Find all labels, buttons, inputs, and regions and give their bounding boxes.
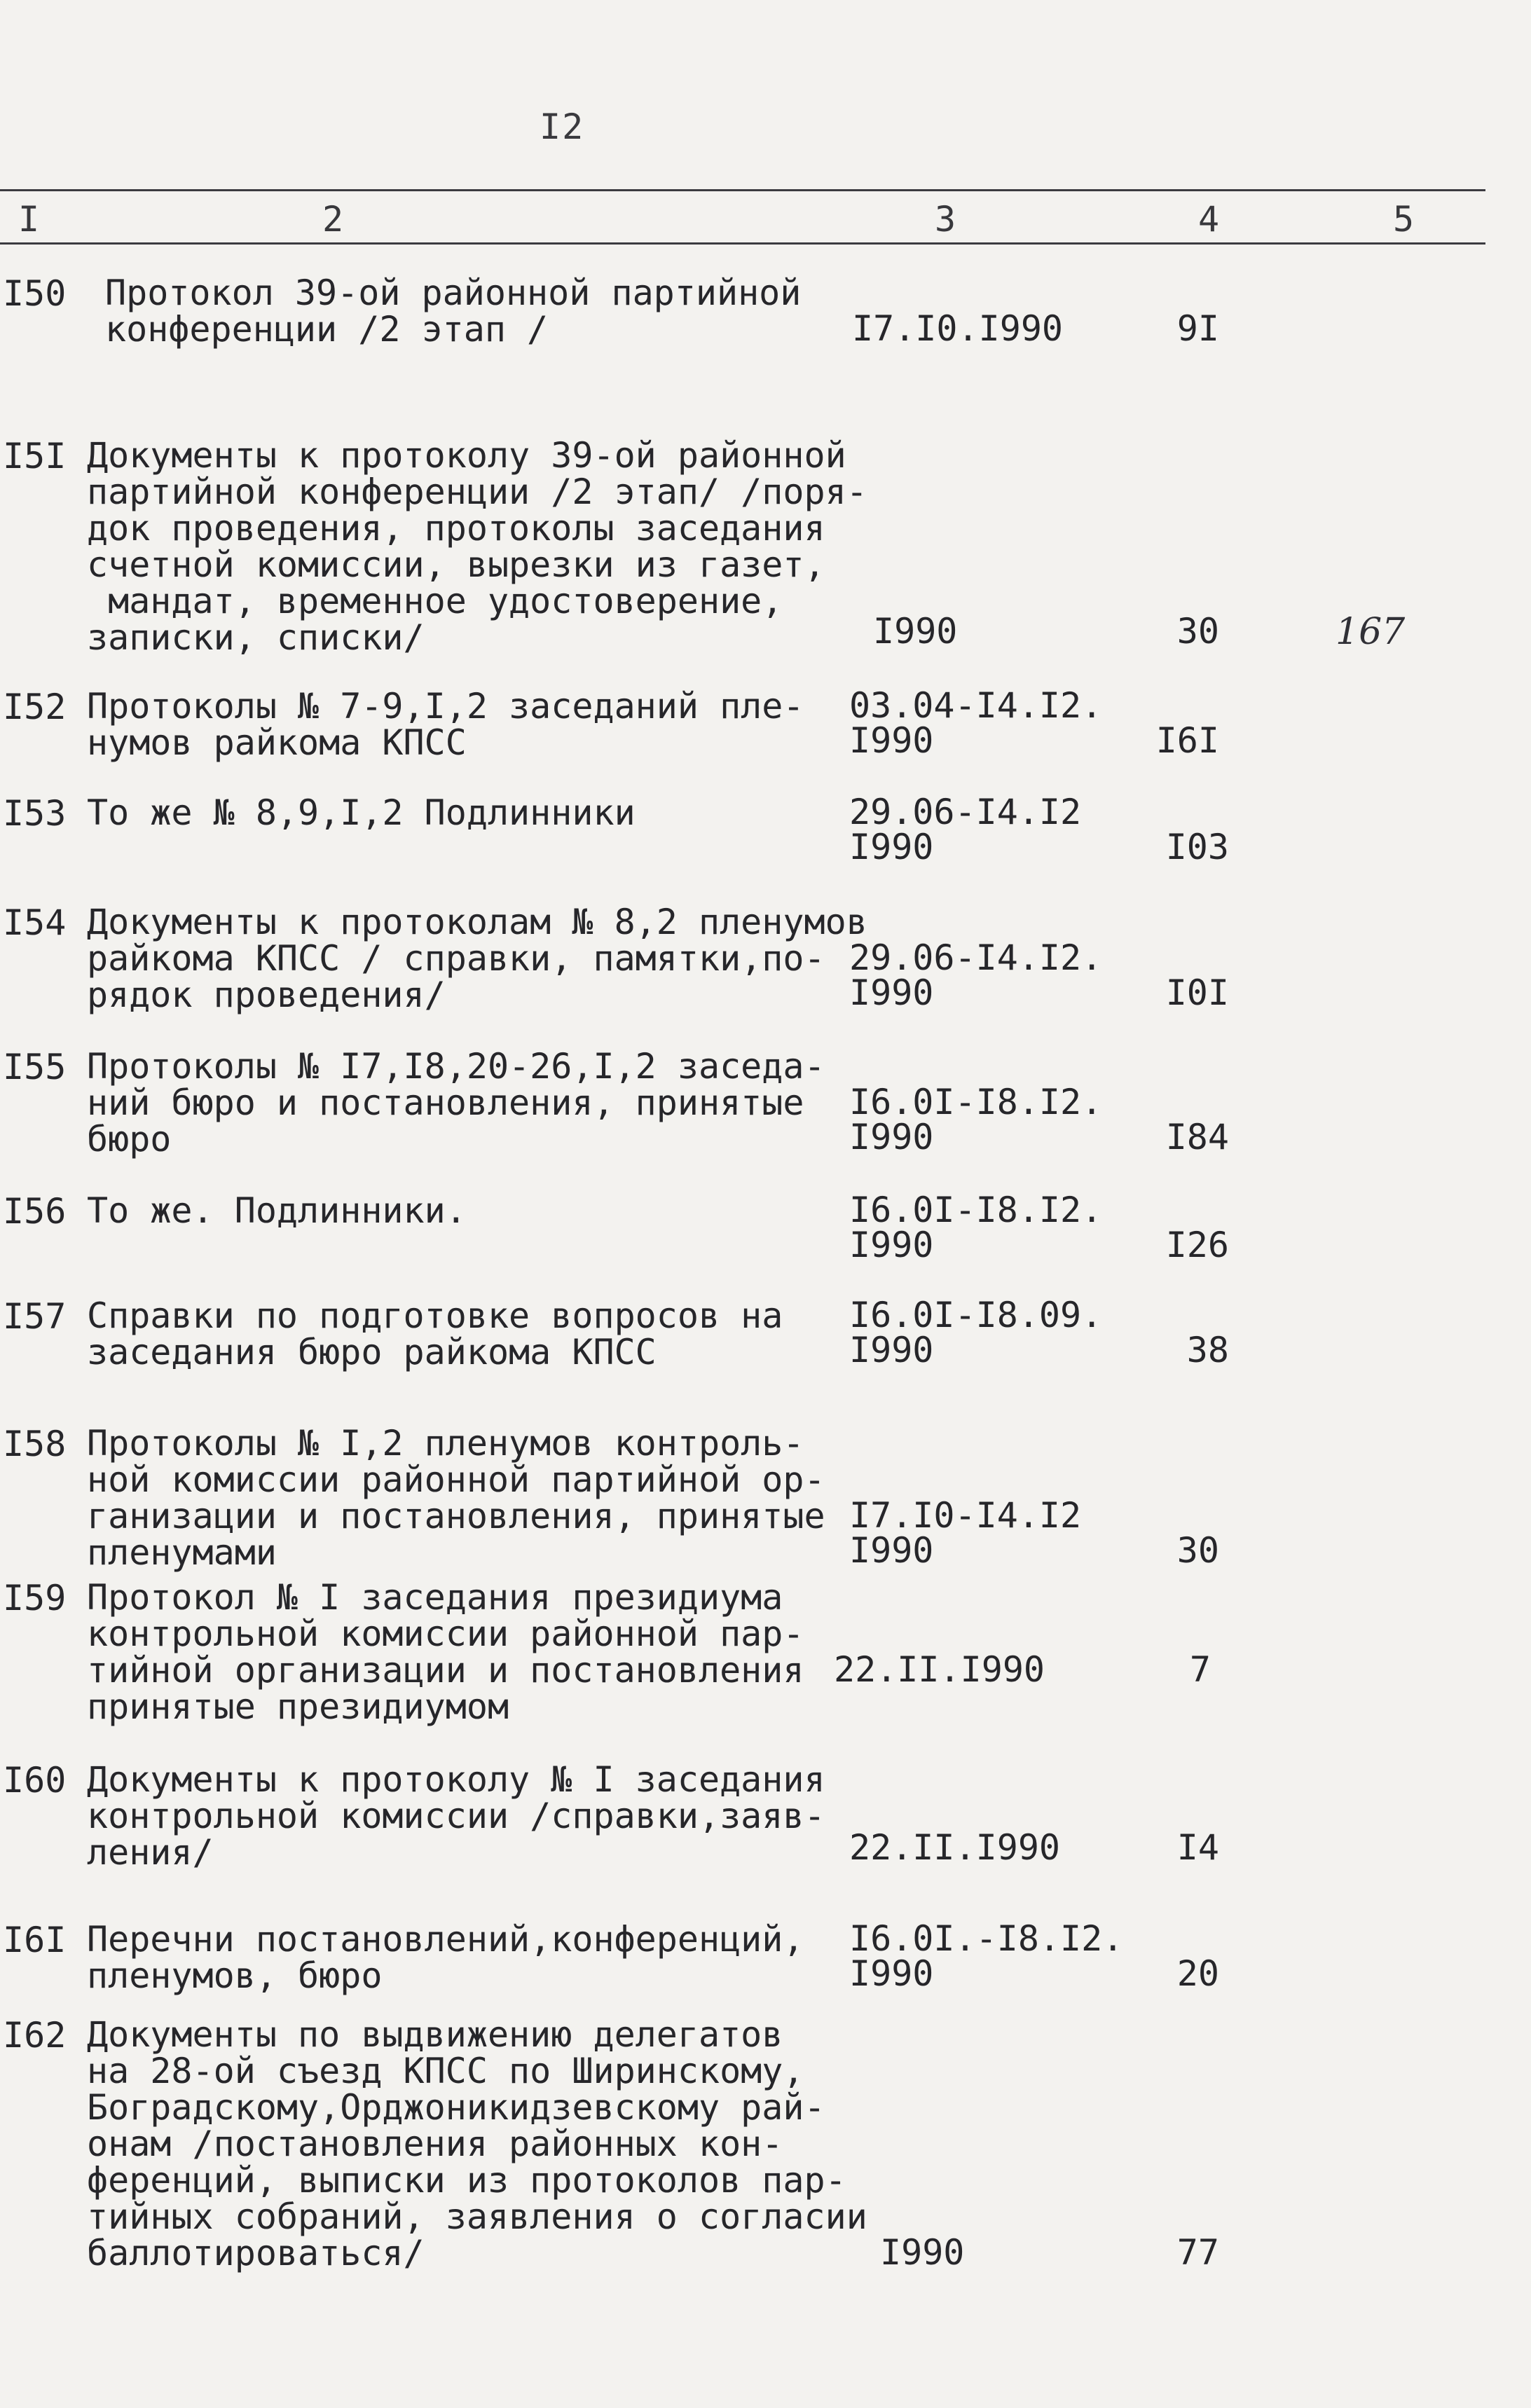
column-header-1: I — [18, 199, 40, 240]
entry-sheets: I6I — [1155, 720, 1219, 761]
entry-number: I59 — [3, 1578, 67, 1618]
entry-title: Документы к протоколу № I заседания контрольной комиссии /справки,заяв- ления/ — [87, 1759, 825, 1873]
entry-number: I56 — [3, 1191, 67, 1232]
entry-number: I54 — [3, 902, 67, 943]
entry-date: 22.II.I990 — [834, 1649, 1045, 1690]
entry-date: I7.I0.I990 — [852, 308, 1064, 349]
entry-sheets: 20 — [1176, 1953, 1219, 1994]
entry-sheets: 77 — [1176, 2232, 1219, 2273]
entry-number: I6I — [3, 1920, 67, 1960]
entry-title: Протокол 39-ой районной партийной конференции /2 этап / — [105, 273, 802, 350]
entry-title: Протоколы № I,2 пленумов контроль- ной комиссии районной партийной ор- ганизации и постановления, принятые пленумами — [87, 1423, 825, 1573]
entry-title: Документы к протоколу 39-ой районной партийной конференции /2 этап/ /поря- док проведения, протоколы заседания счетной комиссии, вырезки из газет, мандат, временное удостоверение, записки, списки/ — [87, 435, 867, 658]
entry-number: I52 — [3, 687, 67, 727]
entry-number: I60 — [3, 1760, 67, 1801]
entry-title: Перечни постановлений,конференций, пленумов, бюро — [87, 1919, 804, 1996]
entry-number: I53 — [3, 793, 67, 834]
entry-date: I7.I0-I4.I2 I990 — [849, 1495, 1082, 1571]
column-header-3: 3 — [935, 199, 956, 240]
entry-sheets: I0I — [1165, 972, 1229, 1013]
entry-sheets: I4 — [1176, 1827, 1219, 1868]
table-header-rule — [0, 242, 1485, 245]
entry-sheets: 30 — [1176, 611, 1219, 652]
entry-sheets: I84 — [1165, 1117, 1229, 1157]
entry-number: I58 — [3, 1424, 67, 1464]
entry-sheets: 9I — [1176, 308, 1219, 349]
entry-title: Документы к протоколам № 8,2 пленумов райкома КПСС / справки, памятки,по- рядок проведения/ — [87, 902, 867, 1015]
entry-number: I62 — [3, 2015, 67, 2056]
entry-sheets: 38 — [1186, 1330, 1229, 1370]
entry-number: I55 — [3, 1047, 67, 1087]
handwritten-sheet-note: 167 — [1336, 611, 1406, 653]
entry-date: I990 — [880, 2232, 965, 2273]
entry-date: 03.04-I4.I2. I990 — [849, 685, 1103, 761]
entry-number: I57 — [3, 1296, 67, 1337]
entry-title: Протоколы № 7-9,I,2 заседаний пле- нумов райкома КПСС — [87, 686, 804, 763]
entry-title: То же. Подлинники. — [87, 1190, 467, 1231]
page-number: I2 — [540, 106, 585, 147]
entry-date: I990 — [873, 611, 958, 652]
entry-date: 29.06-I4.I2. I990 — [849, 937, 1103, 1013]
entry-sheets: I03 — [1165, 827, 1229, 867]
column-header-4: 4 — [1198, 199, 1220, 240]
entry-title: Документы по выдвижению делегатов на 28-ой съезд КПСС по Ширинскому, Боградскому,Орджоникидзевскому рай- онам /постановления районных кон- ференций, выписки из протоколов пар- тийных собраний, заявления о согласии баллотироваться/ — [87, 2014, 867, 2273]
entry-number: I5I — [3, 436, 67, 476]
entry-date: I6.0I-I8.09. I990 — [849, 1295, 1103, 1370]
table-top-rule — [0, 189, 1485, 191]
entry-sheets: I26 — [1165, 1225, 1229, 1265]
entry-title: Протоколы № I7,I8,20-26,I,2 заседа- ний бюро и постановления, принятые бюро — [87, 1046, 825, 1160]
column-header-2: 2 — [322, 199, 344, 240]
entry-number: I50 — [3, 273, 67, 314]
entry-date: I6.0I-I8.I2. I990 — [849, 1190, 1103, 1265]
entry-sheets: 30 — [1176, 1530, 1219, 1571]
entry-date: 22.II.I990 — [849, 1827, 1061, 1868]
entry-title: То же № 8,9,I,2 Подлинники — [87, 792, 636, 833]
entry-date: I6.0I-I8.I2. I990 — [849, 1082, 1103, 1157]
entry-date: I6.0I.-I8.I2. I990 — [849, 1918, 1124, 1994]
entry-date: 29.06-I4.I2 I990 — [849, 792, 1082, 867]
entry-title: Справки по подготовке вопросов на заседания бюро райкома КПСС — [87, 1295, 783, 1372]
entry-sheets: 7 — [1189, 1649, 1211, 1690]
entry-title: Протокол № I заседания президиума контрольной комиссии районной пар- тийной организации и постановления принятые президиумом — [87, 1577, 804, 1727]
column-header-5: 5 — [1393, 199, 1415, 240]
